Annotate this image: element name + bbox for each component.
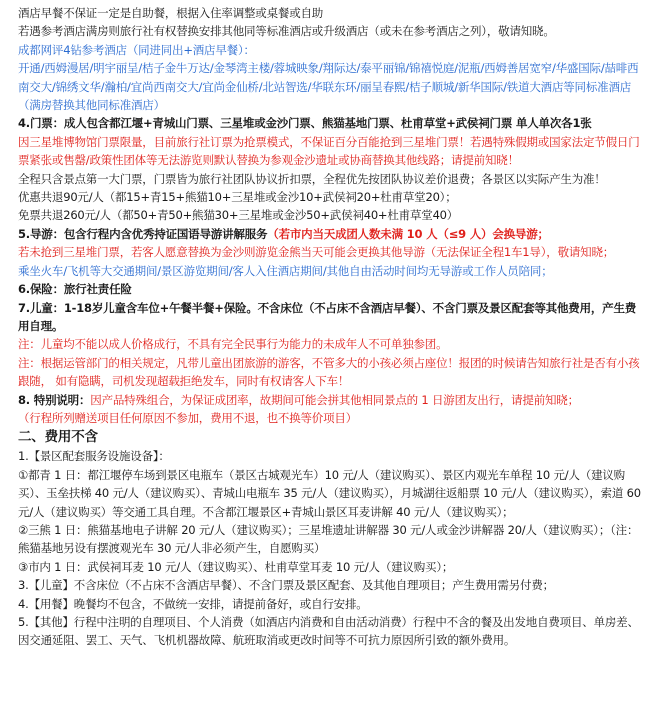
special-line [18, 391, 646, 409]
fees-other: 5.【其他】行程中注明的自理项目、个人消费（如酒店内消费和自由活动消费）行程中不含的餐及出发地自费项目、单房差、因交通延阻、罢工、天气、飞机机器故障、航班取消或更改时间等不可抗力原因所引致的额外费用。 [18, 615, 639, 648]
tickets-warning: 因三星堆博物馆门票限量，目前旅行社订票为抢票模式，不保证百分百能抢到三星堆门票！若遇特殊假期或国家法定节假日门票紧张或售罄/政策性团体等无法游览则默认替换为参观金沙遗址或协商替换其他线路；请提前知晓！ [18, 134, 640, 168]
hotel-note: 若遇参考酒店满房则旅行社有权替换安排其他同等标准酒店或升级酒店（或未在参考酒店之列），敬请知晓。 [18, 24, 555, 39]
guide-title-red: （若市内当天成团人数未满 10 人（≤9 人）会换导游； [267, 226, 549, 241]
fees-city: ③市内 1 日：武侯祠耳麦 10 元/人（建议购买）、杜甫草堂耳麦 10 元/人（建议购买）； [18, 559, 454, 574]
tickets-title: 4.门票：成人包含都江堰+青城山门票、三星堆或金沙门票、熊猫基地门票、杜甫草堂+武侯祠门票 单人单次各1张 [18, 116, 592, 131]
guide-title: 5.导游：包含行程内含优秀持证国语导游讲解服务 [18, 226, 268, 241]
children-note-1: 注：儿童均不能以成人价格成行，不具有完全民事行为能力的未成年人不可单独参团。 [18, 337, 448, 352]
guide-line [18, 225, 646, 243]
fees-panda: ②三熊 1 日：熊猫基地电子讲解 20 元/人（建议购买）；三星堆遗址讲解器 30 元/人或金沙讲解器 20/人（建议购买）；（注：熊猫基地另设有摆渡观光车 30 元/人非必须产生，自愿购买） [18, 522, 639, 556]
guide-note-2: 乘坐火车/飞机等大交通期间/景区游览期间/客人入住酒店期间/其他自由活动时间均无导游或工作人员陪同； [18, 263, 553, 278]
guide-note-1: 若未抢到三星堆门票，若客人愿意替换为金沙则游览金熊当天可能会更换其他导游（无法保证全程1车1导），敬请知晓； [18, 245, 615, 260]
fees-dujiangyan: ①都青 1 日：都江堰停车场到景区电瓶车（景区古城观光车）10 元/人（建议购买）、景区内观光车单程 10 元/人（建议购买）、玉垒扶梯 40 元/人（建议购买）、青城山电瓶车 35 元/人（建议购买），月城湖往返船票 10 元/人（建议购买），索道 60 元/人（建议购买）等交通工具自理。不含都江堰景区+青城山景区耳麦讲解 40 元/人（建议购买）； [18, 467, 641, 519]
special-label: 8. 特别说明： [18, 392, 91, 407]
hotels-heading: 成都网评4钻参考酒店（同进同出+酒店早餐）： [18, 42, 255, 57]
special-note: （行程所列赠送项目任何原因不参加，费用不退，也不换等价项目） [18, 410, 357, 425]
fees-child: 3.【儿童】不含床位（不占床不含酒店早餐）、不含门票及景区配套、及其他自理项目；产生费用需另付费； [18, 578, 554, 593]
children-note-2: 注：根据运管部门的相关规定，凡带儿童出团旅游的游客，不管多大的小孩必须占座位！报团的时候请告知旅行社是否有小孩跟随， 如有隐瞒，司机发现超载拒绝发车，同时有权请客人下车！ [18, 355, 640, 389]
fees-scenic-title: 1.【景区配套服务设施设备】： [18, 449, 170, 464]
breakfast-note: 酒店早餐不保证一定是自助餐，根据入住率调整或桌餐或自助 [18, 6, 324, 20]
tickets-concession: 优惠共退90元/人（都15+青15+熊猫10+三星堆或金沙10+武侯祠20+杜甫草堂20）； [18, 190, 457, 205]
tickets-rule: 全程只含景点第一大门票，门票皆为旅行社团队协议折扣票，全程优先按团队协议差价退费；各景区以实际产生为准！ [18, 171, 606, 186]
children-title: 7.儿童：1-18岁儿童含车位+午餐半餐+保险。不含床位（不占床不含酒店早餐）、不含门票及景区配套等其他费用，产生费用自理。 [18, 300, 637, 333]
hotels-list: 开通/西姆漫居/明宇丽呈/桔子金牛万达/金琴湾主楼/蓉城映象/翔际达/泰平丽锦/锦禧悦庭/泥瓶/西姆善居宽窄/华盛国际/喆啡西南交大/锦绣文华/瀚柏/宜尚西南交大/宜尚金仙桥/北站智选/华联东环/丽呈春熙/桔子顺城/新华国际/铁道大酒店等同标准酒店（满房替换其他同标准酒店） [18, 61, 639, 113]
fees-header: 二、费用不含 [18, 429, 98, 446]
tickets-free: 免票共退260元/人（都50+青50+熊猫30+三星堆或金沙50+武侯祠40+杜甫草堂40） [18, 208, 459, 223]
special-text: 因产品特殊组合，为保证成团率，故期间可能会拼其他相同景点的 1 日游团友出行，请提前知晓； [90, 392, 579, 407]
insurance: 6.保险：旅行社责任险 [18, 282, 132, 297]
fees-meals: 4.【用餐】晚餐均不包含，不做统一安排，请提前备好，或自行安排。 [18, 596, 368, 611]
